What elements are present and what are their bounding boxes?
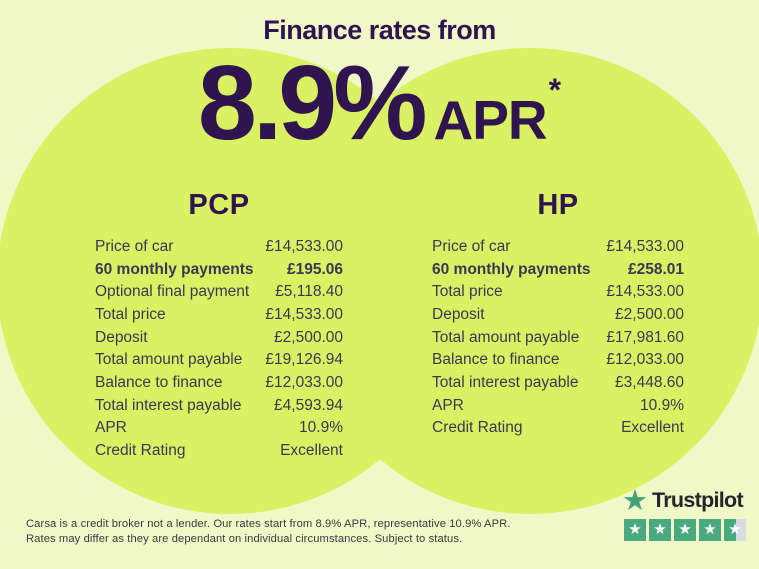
trustpilot-star-icon: ★ — [622, 484, 648, 517]
rating-half-star-icon: ★ — [724, 519, 746, 541]
table-row — [432, 327, 684, 350]
row-label: Total interest payable — [95, 396, 242, 414]
trustpilot-badge — [622, 484, 746, 541]
table-row — [95, 372, 343, 395]
row-value: £14,533.00 — [265, 305, 343, 323]
row-label: Deposit — [95, 328, 148, 346]
row-value: £14,533.00 — [265, 237, 343, 255]
row-label: Optional final payment — [95, 283, 250, 301]
rating-star-icon: ★ — [699, 519, 721, 541]
table-row — [432, 236, 684, 259]
row-label: Deposit — [432, 305, 485, 323]
table-row — [432, 281, 684, 304]
row-value: £5,118.40 — [275, 283, 343, 301]
table-row — [432, 349, 684, 372]
row-value: £2,500.00 — [274, 328, 343, 346]
headline-apr: APR — [433, 89, 547, 151]
table-row — [432, 395, 684, 418]
trustpilot-logo — [622, 484, 746, 517]
row-label: 60 monthly payments — [432, 260, 591, 278]
disclaimer-line-2: Rates may differ as they are dependant on individual circumstances. Subject to status. — [26, 533, 463, 545]
row-value: Excellent — [280, 442, 343, 460]
row-value: £14,533.00 — [606, 283, 684, 301]
table-row — [95, 349, 343, 372]
promo-kicker: Finance rates from — [263, 15, 496, 45]
row-label: Total interest payable — [432, 374, 579, 392]
row-label: 60 monthly payments — [95, 260, 254, 278]
rating-star-icon: ★ — [674, 519, 696, 541]
row-value: £12,033.00 — [265, 374, 343, 392]
row-label: APR — [432, 396, 464, 414]
table-row — [432, 304, 684, 327]
row-value: £19,126.94 — [265, 351, 343, 369]
headline-rate: 8.9% — [197, 44, 424, 162]
table-row — [432, 417, 684, 440]
row-value: 10.9% — [299, 419, 343, 437]
row-value: £17,981.60 — [606, 328, 684, 346]
trustpilot-wordmark: Trustpilot — [652, 488, 743, 512]
disclaimer — [26, 517, 511, 547]
row-label: Credit Rating — [432, 419, 523, 437]
row-value: £4,593.94 — [274, 396, 343, 414]
row-label: Total amount payable — [95, 351, 243, 369]
row-label: Balance to finance — [432, 351, 560, 369]
row-value: £195.06 — [286, 260, 343, 278]
table-row — [95, 417, 343, 440]
hp-table-title: HP — [537, 189, 579, 221]
row-label: Balance to finance — [95, 374, 223, 392]
table-row — [95, 395, 343, 418]
table-row — [95, 236, 343, 259]
row-label: Price of car — [432, 237, 511, 255]
row-value: 10.9% — [640, 396, 684, 414]
promo-header — [0, 0, 759, 162]
pcp-table — [95, 190, 343, 463]
table-row — [95, 327, 343, 350]
row-value: Excellent — [621, 419, 684, 437]
row-value: £12,033.00 — [606, 351, 684, 369]
row-label: APR — [95, 419, 127, 437]
disclaimer-line-1: Carsa is a credit broker not a lender. Our rates start from 8.9% APR, representative 10.9% APR. — [26, 518, 511, 530]
row-label: Total amount payable — [432, 328, 580, 346]
table-row — [95, 259, 343, 282]
row-label: Total price — [95, 305, 166, 323]
trustpilot-rating-stars — [624, 519, 746, 541]
row-label: Price of car — [95, 237, 174, 255]
row-value: £2,500.00 — [615, 305, 684, 323]
row-value: £14,533.00 — [606, 237, 684, 255]
hp-table — [432, 190, 684, 440]
table-row — [432, 259, 684, 282]
row-value: £3,448.60 — [615, 374, 684, 392]
pcp-table-title: PCP — [188, 189, 250, 221]
row-label: Credit Rating — [95, 442, 186, 460]
headline — [0, 44, 759, 162]
table-row — [95, 304, 343, 327]
rating-star-icon: ★ — [624, 519, 646, 541]
rating-star-icon: ★ — [649, 519, 671, 541]
row-value: £258.01 — [627, 260, 684, 278]
table-row — [95, 440, 343, 463]
headline-asterisk: * — [548, 72, 562, 108]
table-row — [95, 281, 343, 304]
table-row — [432, 372, 684, 395]
row-label: Total price — [432, 283, 503, 301]
